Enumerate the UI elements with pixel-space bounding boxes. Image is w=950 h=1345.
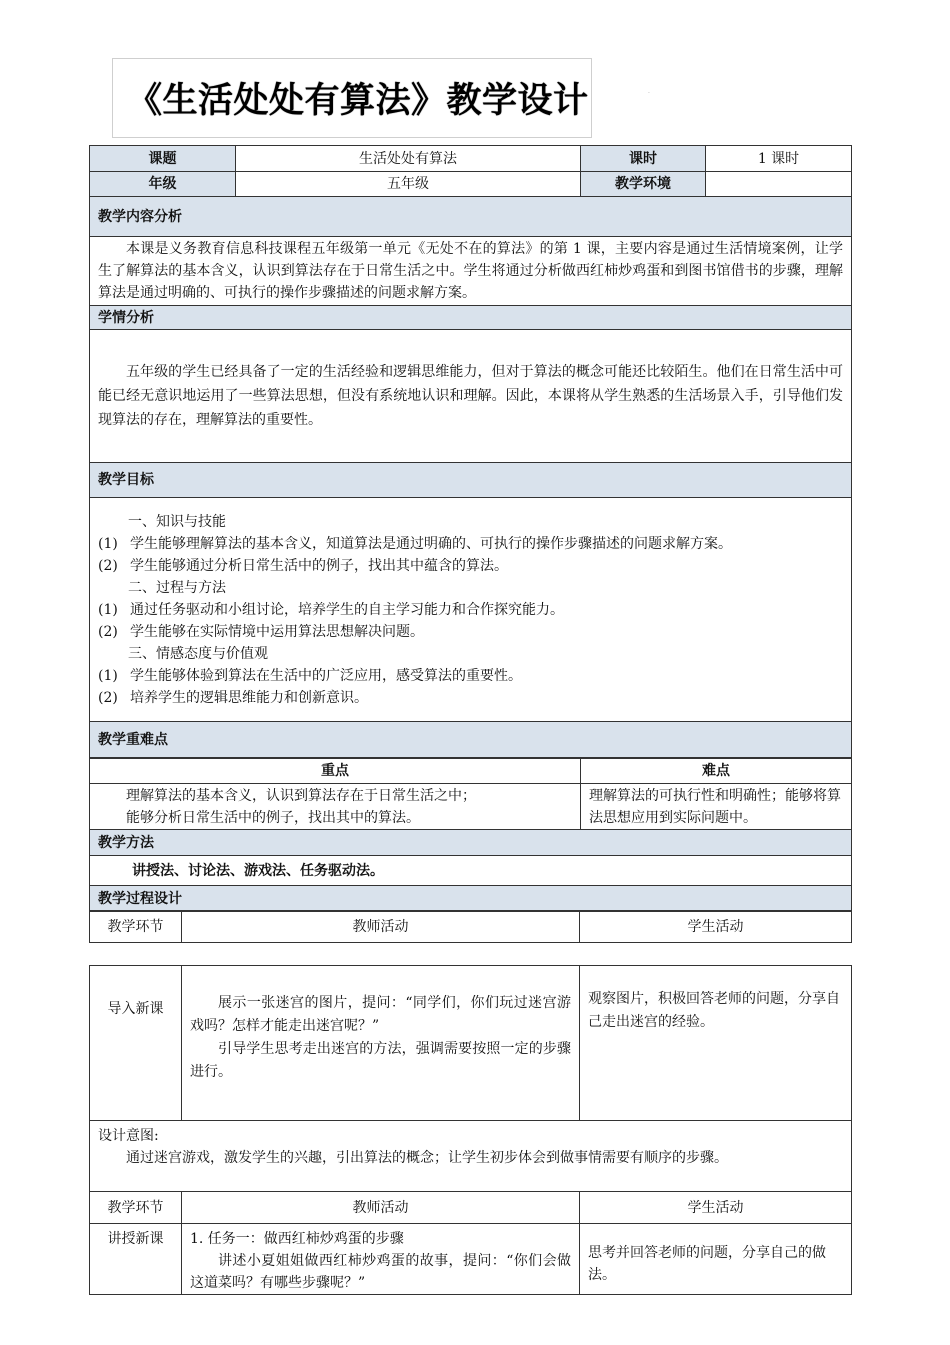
- methods-text: 讲授法、讨论法、游戏法、任务驱动法。: [90, 856, 852, 886]
- document-title: 《生活处处有算法》教学设计: [127, 81, 589, 121]
- intro-stage: 导入新课: [90, 966, 182, 1121]
- objective-text: 学生能够体验到算法在生活中的广泛应用，感受算法的重要性。: [130, 667, 522, 684]
- task-one-title: 1. 任务一：做西红柿炒鸡蛋的步骤: [190, 1231, 404, 1247]
- key-points-table: [89, 758, 852, 831]
- lesson-plan-table: [89, 145, 852, 758]
- student-analysis-heading: 学情分析: [90, 306, 852, 330]
- objective-item: [98, 533, 843, 555]
- grade-value: 五年级: [236, 172, 581, 197]
- env-label: 教学环境: [581, 172, 706, 197]
- env-value: [706, 172, 852, 197]
- content-analysis-heading: 教学内容分析: [90, 197, 852, 237]
- objective-text: 培养学生的逻辑思维能力和创新意识。: [130, 689, 368, 706]
- key-points-heading: 教学重难点: [90, 722, 852, 758]
- col-student: 学生活动: [580, 911, 852, 943]
- content-analysis-text: 本课是义务教育信息科技课程五年级第一单元《无处不在的算法》的第 1 课，主要内容是通过生活情境案例，让学生了解算法的基本含义，认识到算法存在于日常生活之中。学生将通过分析做西红柿炒鸡蛋和到图书馆借书的步骤，理解算法是通过明确的、可执行的操作步骤描述的问题求解方案。: [90, 237, 852, 306]
- key-label: 重点: [90, 759, 581, 784]
- intro-teacher: [182, 966, 580, 1121]
- process-header-table: [89, 910, 852, 943]
- key-point-line: 理解算法的基本含义，认识到算法存在于日常生活之中；: [126, 788, 476, 804]
- objective-number: (1): [98, 667, 118, 684]
- objective-number: (2): [98, 557, 118, 574]
- new-lesson-student: 思考并回答老师的问题，分享自己的做法。: [580, 1224, 852, 1295]
- grade-label: 年级: [90, 172, 236, 197]
- key-points-text: [90, 784, 581, 831]
- key-point-line: 能够分析日常生活中的例子，找出其中的算法。: [126, 810, 420, 826]
- objective-text: 学生能够理解算法的基本含义，知道算法是通过明确的、可执行的操作步骤描述的问题求解方案。: [130, 535, 732, 552]
- difficulty-text: 理解算法的可执行性和明确性；能够将算法思想应用到实际问题中。: [581, 784, 852, 831]
- intro-teacher-p1: 展示一张迷宫的图片，提问：“同学们，你们玩过迷宫游戏吗？怎样才能走出迷宫呢？”: [190, 995, 571, 1034]
- objective-text: 通过任务驱动和小组讨论，培养学生的自主学习能力和合作探究能力。: [130, 601, 564, 618]
- objectives-body: [90, 498, 852, 722]
- title-banner: [112, 58, 592, 138]
- col-teacher-2: 教师活动: [182, 1192, 580, 1224]
- decorative-dot: ·: [648, 90, 650, 97]
- objective-number: (1): [98, 601, 118, 618]
- col-teacher: 教师活动: [182, 911, 580, 943]
- col-stage: 教学环节: [90, 911, 182, 943]
- objective-item: [98, 599, 843, 621]
- design-intent: [90, 1121, 852, 1192]
- lesson-label: 课题: [90, 146, 236, 172]
- objective-group-process: 二、过程与方法: [128, 579, 226, 596]
- objective-number: (2): [98, 623, 118, 640]
- objective-number: (1): [98, 535, 118, 552]
- new-lesson-stage: 讲授新课: [90, 1224, 182, 1295]
- objective-number: (2): [98, 689, 118, 706]
- new-lesson-teacher: [182, 1224, 580, 1295]
- design-intent-label: 设计意图:: [98, 1128, 159, 1144]
- objective-item: [98, 621, 843, 643]
- objective-text: 学生能够通过分析日常生活中的例子，找出其中蕴含的算法。: [130, 557, 508, 574]
- col-student-2: 学生活动: [580, 1192, 852, 1224]
- objective-item: [98, 687, 843, 709]
- design-intent-text: 通过迷宫游戏，激发学生的兴趣，引出算法的概念；让学生初步体会到做事情需要有顺序的步骤。: [126, 1150, 728, 1166]
- task-one-text: 讲述小夏姐姐做西红柿炒鸡蛋的故事，提问：“你们会做这道菜吗？有哪些步骤呢？”: [190, 1253, 571, 1291]
- student-analysis-text: 五年级的学生已经具备了一定的生活经验和逻辑思维能力，但对于算法的概念可能还比较陌生。他们在日常生活中可能已经无意识地运用了一些算法思想，但没有系统地认识和理解。因此，本课将从学生熟悉的生活场景入手，引导他们发现算法的存在，理解算法的重要性。: [90, 330, 852, 463]
- objective-text: 学生能够在实际情境中运用算法思想解决问题。: [130, 623, 424, 640]
- col-stage-2: 教学环节: [90, 1192, 182, 1224]
- intro-teacher-p2: 引导学生思考走出迷宫的方法，强调需要按照一定的步骤进行。: [190, 1041, 571, 1080]
- process-heading: 教学过程设计: [90, 886, 852, 912]
- objective-item: [98, 555, 843, 577]
- objectives-heading: 教学目标: [90, 463, 852, 498]
- lesson-value: 生活处处有算法: [236, 146, 581, 172]
- period-label: 课时: [581, 146, 706, 172]
- difficulty-label: 难点: [581, 759, 852, 784]
- objective-item: [98, 665, 843, 687]
- process-table: [89, 965, 852, 1295]
- period-value: 1 课时: [706, 146, 852, 172]
- objective-group-emotion: 三、情感态度与价值观: [128, 645, 268, 662]
- objective-group-knowledge: 一、知识与技能: [128, 513, 226, 530]
- intro-student: 观察图片，积极回答老师的问题，分享自己走出迷宫的经验。: [580, 966, 852, 1121]
- methods-heading: 教学方法: [90, 830, 852, 856]
- methods-table: [89, 829, 852, 912]
